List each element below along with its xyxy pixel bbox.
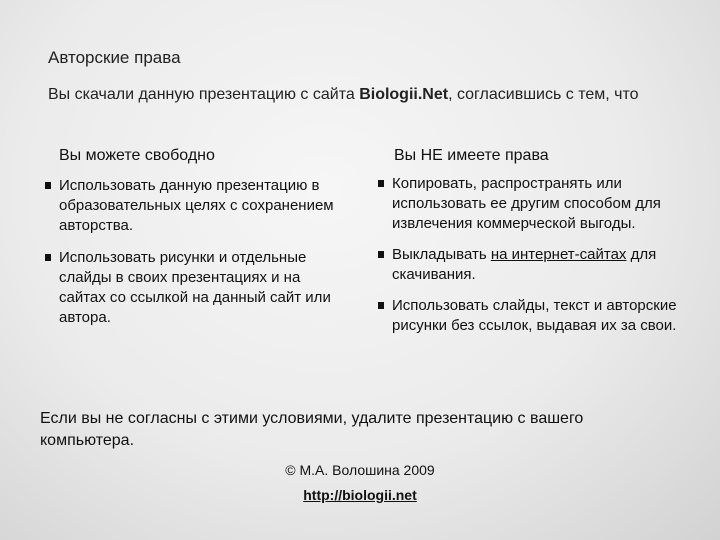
- forbidden-item-text: Использовать слайды, текст и авторские рисунки без ссылок, выдавая их за свои.: [392, 297, 677, 334]
- forbidden-item-text-before: Выкладывать: [392, 246, 491, 263]
- forbidden-list: [378, 174, 683, 347]
- site-link[interactable]: http://biologii.net: [303, 487, 417, 503]
- intro-paragraph: [48, 84, 698, 106]
- square-bullet-icon: [378, 180, 384, 187]
- allowed-item-text: Использовать рисунки и отдельные слайды в своих презентациях и на сайтах со ссылкой на данный сайт или автора.: [59, 249, 331, 326]
- square-bullet-icon: [45, 182, 51, 189]
- forbidden-heading: Вы НЕ имеете права: [394, 147, 549, 164]
- forbidden-item-text-after: для скачивания.: [392, 246, 657, 283]
- allowed-heading: Вы можете свободно: [59, 147, 215, 164]
- list-item: [45, 248, 340, 328]
- forbidden-item-underlined: на интернет-сайтах: [490, 246, 627, 263]
- list-item: [378, 245, 683, 285]
- intro-text-before: Вы скачали данную презентацию с сайта: [48, 86, 360, 103]
- site-link-wrapper: [0, 487, 720, 503]
- allowed-item-text: Использовать данную презентацию в образовательных целях с сохранением авторства.: [59, 177, 334, 234]
- disclaimer-text: Если вы не согласны с этими условиями, удалите презентацию с вашего компьютера.: [40, 410, 584, 449]
- square-bullet-icon: [378, 302, 384, 309]
- allowed-list: [45, 176, 340, 340]
- square-bullet-icon: [45, 254, 51, 261]
- intro-text-after: , согласившись с тем, что: [448, 86, 639, 103]
- list-item: [45, 176, 340, 236]
- copyright-notice: © М.А. Волошина 2009: [285, 462, 435, 478]
- forbidden-item-text: Копировать, распространять или использовать ее другим способом для извлечения коммерческой выгоды.: [392, 175, 661, 232]
- site-name: Biologii.Net: [359, 86, 449, 103]
- list-item: [378, 296, 683, 336]
- slide-title: Авторские права: [48, 48, 181, 67]
- list-item: [378, 174, 683, 234]
- square-bullet-icon: [378, 251, 384, 258]
